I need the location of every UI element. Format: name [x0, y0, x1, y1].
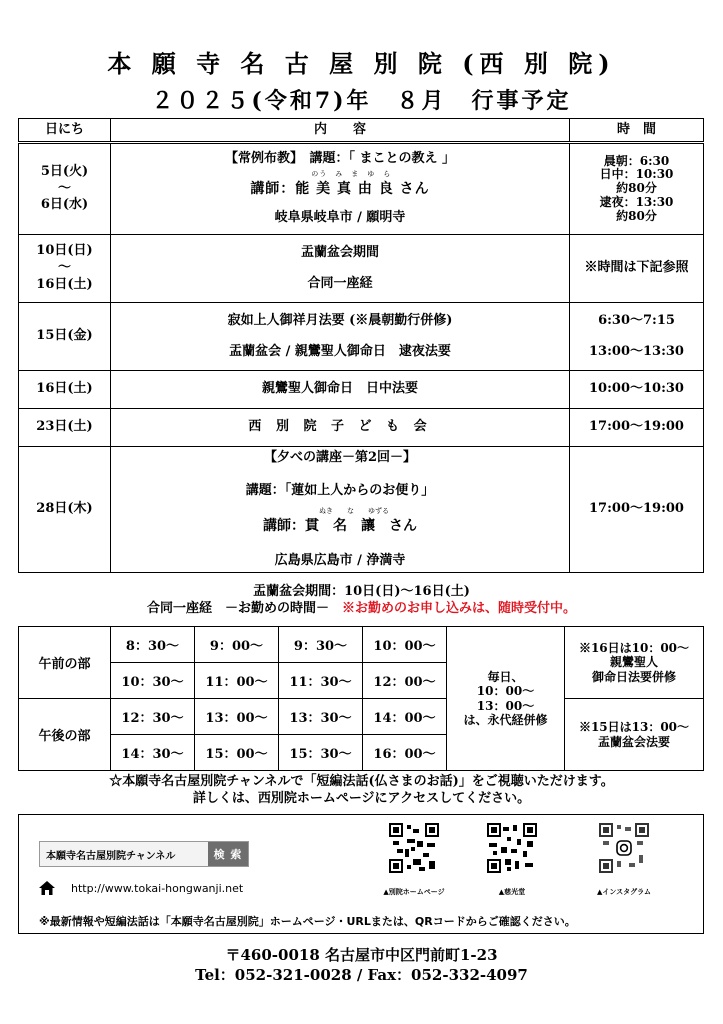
column-header-content: 内 容: [111, 119, 570, 143]
table-row: [19, 303, 704, 371]
qr-code-jikodo[interactable]: [487, 823, 537, 873]
qr-caption-jikodo: ▲慈光堂: [498, 888, 526, 896]
morning-label: 午前の部: [19, 627, 111, 699]
row-time: 17:00～19:00: [570, 409, 704, 447]
channel-label: 本願寺名古屋別院チャンネル: [46, 850, 176, 862]
home-icon: [39, 881, 55, 895]
time-slot: 9：30～: [279, 627, 363, 663]
schedule-table: [18, 118, 704, 573]
row-time: 10:00～10:30: [570, 371, 704, 409]
time-slot: 16：00～: [363, 735, 447, 771]
table-row: [19, 371, 704, 409]
row-date: 10日(日) ～ 16日(土): [19, 235, 111, 303]
row-content: 【常例布教】 講題：「 まことの教え 」 のう み ま ゆ ら 講師：能 美 真 由 良 さん 岐阜県岐阜市 / 願明寺: [111, 143, 570, 235]
ruby-reading: のう み ま ゆ ら: [311, 169, 392, 178]
info-box: [18, 814, 704, 934]
row-date: 16日(土): [19, 371, 111, 409]
sutra-times-table: [18, 626, 704, 771]
column-header-time: 時 間: [570, 119, 704, 143]
time-slot: 12：30～: [111, 699, 195, 735]
qr-caption-instagram: ▲インスタグラム: [596, 888, 652, 896]
page-subtitle: ２０２５(令和7)年 ８月 行事予定: [151, 88, 572, 114]
time-slot: 15：30～: [279, 735, 363, 771]
application-notice: ※お勤めのお申し込みは、随時受付中。: [342, 601, 577, 616]
qr-code-homepage[interactable]: [389, 823, 439, 873]
qr-code-instagram[interactable]: [599, 823, 649, 873]
table-row: [19, 447, 704, 573]
time-slot: 14：00～: [363, 699, 447, 735]
time-slot: 15：00～: [195, 735, 279, 771]
note-16th: ※16日は10：00～ 親鸞聖人 御命日法要併修: [565, 627, 704, 699]
search-button[interactable]: 検 索: [208, 842, 248, 866]
column-header-date: 日にち: [19, 119, 111, 143]
table-row: [19, 143, 704, 235]
row-date: 5日(火) ～ 6日(水): [19, 143, 111, 235]
table-header-row: [19, 119, 704, 143]
afternoon-label: 午後の部: [19, 699, 111, 771]
row-content: 寂如上人御祥月法要 (※晨朝勤行併修) 盂蘭盆会 / 親鸞聖人御命日 逮夜法要: [111, 303, 570, 371]
qr-caption-homepage: ▲別院ホームページ: [383, 888, 445, 896]
row-date: 15日(金): [19, 303, 111, 371]
channel-search-box[interactable]: [39, 841, 249, 867]
row-content: 【夕べの講座－第2回－】 講題：「蓮如上人からのお便り」 ぬき な ゆずる 講師：貫 名 讓 さん 広島県広島市 / 浄満寺: [111, 447, 570, 573]
channel-note: ☆本願寺名古屋別院チャンネルで「短編法話(仏さまのお話)」をご視聴いただけます。 詳しくは、西別院ホームページにアクセスしてください。: [109, 774, 614, 806]
postal-address: 〒460-0018 名古屋市中区門前町1-23: [225, 946, 498, 964]
page-title: 本 願 寺 名 古 屋 別 院 (西 別 院): [107, 49, 616, 78]
info-notice: ※最新情報や短編法話は「本願寺名古屋別院」ホームページ・URLまたは、QRコードからご確認ください。: [39, 915, 576, 928]
time-slot: 9：00～: [195, 627, 279, 663]
row-date: 28日(木): [19, 447, 111, 573]
homepage-link[interactable]: http://www.tokai-hongwanji.net: [39, 881, 243, 895]
table-row: [19, 409, 704, 447]
time-slot: 11：00～: [195, 663, 279, 699]
ruby-reading: ぬき な ゆずる: [319, 507, 389, 516]
row-time: 17:00～19:00: [570, 447, 704, 573]
time-slot: 10：00～: [363, 627, 447, 663]
time-slot: 13：30～: [279, 699, 363, 735]
table-row: [19, 627, 704, 663]
time-slot: 13：00～: [195, 699, 279, 735]
row-content: 盂蘭盆会期間 合同一座経: [111, 235, 570, 303]
row-date: 23日(土): [19, 409, 111, 447]
obon-period: 盂蘭盆会期間：10日(日)～16日(土): [253, 584, 470, 599]
row-content: 親鸞聖人御命日 日中法要: [111, 371, 570, 409]
row-content: 西 別 院 子 ど も 会: [111, 409, 570, 447]
table-row: [19, 699, 704, 735]
note-15th: ※15日は13：00～ 盂蘭盆会法要: [565, 699, 704, 771]
obon-sutra-line: 合同一座経 －お勤めの時間－ ※お勤めのお申し込みは、随時受付中。: [146, 601, 577, 616]
daily-note: 毎日、 10：00～ 13：00～ は、永代経併修: [447, 627, 565, 771]
time-slot: 10：30～: [111, 663, 195, 699]
time-slot: 8：30～: [111, 627, 195, 663]
row-time: 晨朝：6:30 日中：10:30 約80分 逮夜：13:30 約80分: [570, 143, 704, 235]
row-time: ※時間は下記参照: [570, 235, 704, 303]
contact-phone-fax: Tel：052-321-0028 / Fax：052-332-4097: [195, 966, 528, 984]
time-slot: 12：00～: [363, 663, 447, 699]
time-slot: 14：30～: [111, 735, 195, 771]
table-row: [19, 235, 704, 303]
row-time: 6:30～7:15 13:00～13:30: [570, 303, 704, 371]
time-slot: 11：30～: [279, 663, 363, 699]
